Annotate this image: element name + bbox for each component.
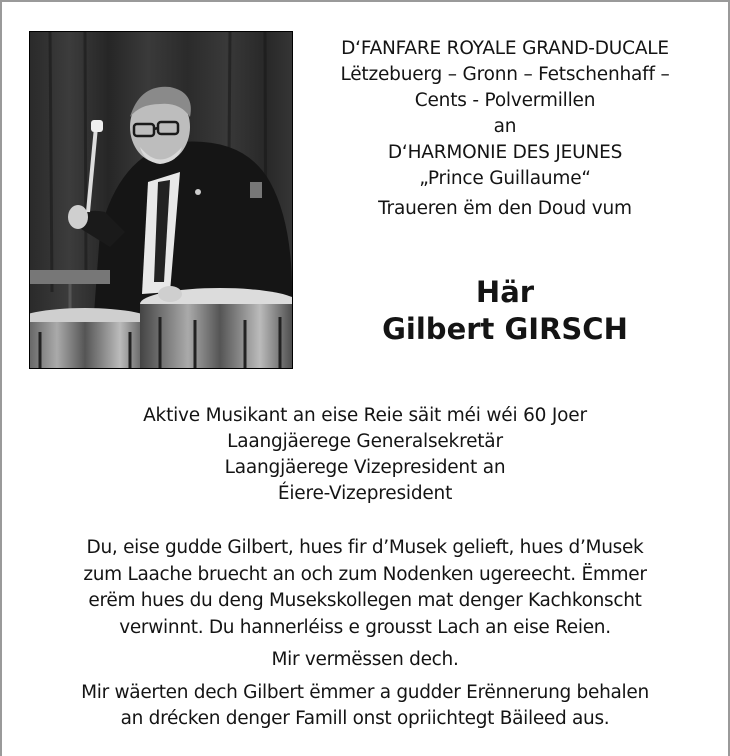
tribute-miss-line: Mir vermëssen dech. <box>271 649 459 670</box>
role-line: Laangjäerege Generalsekretär <box>227 431 503 452</box>
tribute-line: verwinnt. Du hannerléiss e grousst Lach an eise Reien. <box>119 616 611 638</box>
roles-block <box>40 403 690 507</box>
role-line: Éiere-Vizepresident <box>277 483 453 504</box>
timpani-player-image <box>30 32 292 368</box>
tribute-block <box>20 535 710 733</box>
header-line-localities-2: Cents - Polvermillen <box>414 90 596 111</box>
role-line: Aktive Musikant an eise Reie säit méi wéi 60 Joer <box>143 405 587 426</box>
portrait-photo <box>29 31 293 369</box>
deceased-name-block <box>318 274 692 348</box>
tribute-line: erëm hues du deng Musekskollegen mat denger Kachkonscht <box>88 590 642 611</box>
tribute-line: zum Laache bruecht an och zum Nodenken ugereecht. Ëmmer <box>83 563 647 585</box>
notice-header <box>318 36 692 222</box>
header-line-organisation: D‘FANFARE ROYALE GRAND-DUCALE <box>341 38 669 59</box>
tribute-line: Du, eise gudde Gilbert, hues fir d’Musek gelieft, hues d’Musek <box>86 537 644 558</box>
tribute-line: Mir wäerten dech Gilbert ëmmer a gudder Erënnerung behalen <box>81 681 649 703</box>
header-line-prince: „Prince Guillaume“ <box>419 168 591 189</box>
header-line-an: an <box>493 116 517 137</box>
header-line-mourning: Traueren ëm den Doud vum <box>378 198 632 219</box>
tribute-line: an drécken denger Famill onst opriichtegt Bäileed aus. <box>120 708 610 729</box>
header-line-localities: Lëtzebuerg – Gronn – Fetschenhaff – <box>340 64 670 85</box>
deceased-title: Här <box>475 275 535 309</box>
deceased-name: Gilbert GIRSCH <box>382 312 628 346</box>
header-line-harmonie: D‘HARMONIE DES JEUNES <box>387 142 623 163</box>
role-line: Laangjäerege Vizepresident an <box>224 457 506 478</box>
